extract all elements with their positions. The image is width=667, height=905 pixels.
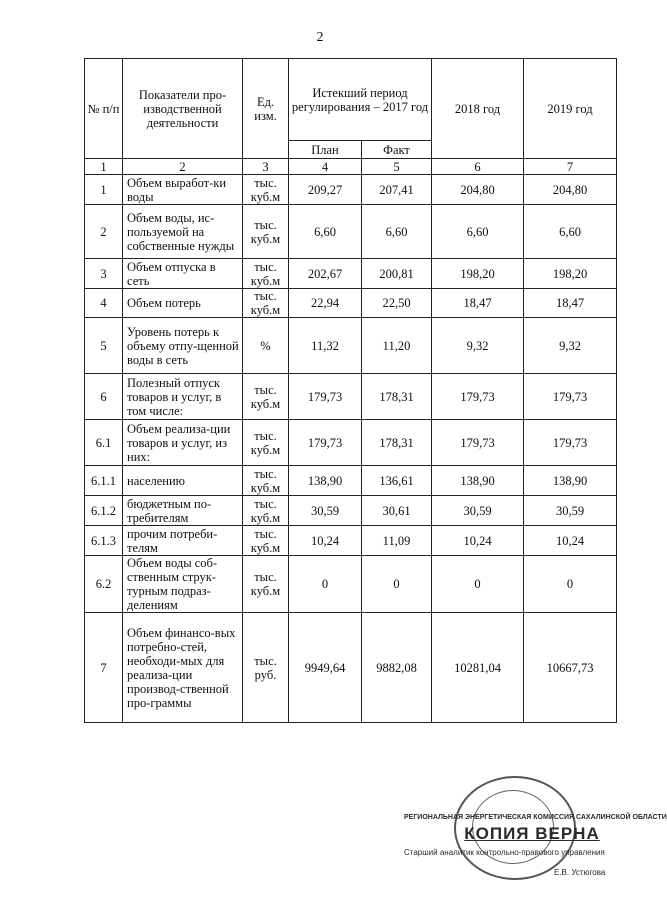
value-2019: 179,73 xyxy=(524,420,617,466)
value-2018: 179,73 xyxy=(432,374,524,420)
row-number: 6.1.1 xyxy=(85,466,123,496)
plan-2017: 179,73 xyxy=(289,420,362,466)
fact-2017: 22,50 xyxy=(362,289,432,318)
value-2018: 198,20 xyxy=(432,259,524,289)
page-number: 2 xyxy=(316,30,324,45)
plan-2017: 6,60 xyxy=(289,205,362,259)
plan-2017: 11,32 xyxy=(289,318,362,374)
unit: тыс. куб.м xyxy=(243,374,289,420)
indicator-name: прочим потреби-телям xyxy=(123,526,243,556)
row-number: 5 xyxy=(85,318,123,374)
indicator-name: Объем воды, ис-пользуемой на собственные нужды xyxy=(123,205,243,259)
value-2019: 18,47 xyxy=(524,289,617,318)
unit: тыс. куб.м xyxy=(243,289,289,318)
table-row xyxy=(85,259,617,289)
row-number: 3 xyxy=(85,259,123,289)
production-indicators-table xyxy=(84,58,617,723)
table-row xyxy=(85,466,617,496)
unit: тыс. куб.м xyxy=(243,466,289,496)
unit: тыс. куб.м xyxy=(243,556,289,613)
indicator-name: населению xyxy=(123,466,243,496)
unit: тыс. куб.м xyxy=(243,205,289,259)
plan-2017: 30,59 xyxy=(289,496,362,526)
indicator-name: Объем реализа-ции товаров и услуг, из них: xyxy=(123,420,243,466)
copy-certified-stamp xyxy=(404,776,667,882)
row-number: 6 xyxy=(85,374,123,420)
plan-2017: 202,67 xyxy=(289,259,362,289)
fact-2017: 178,31 xyxy=(362,374,432,420)
col-number: 7 xyxy=(524,159,617,175)
value-2019: 10,24 xyxy=(524,526,617,556)
header-period: Истекший период регулирования – 2017 год xyxy=(289,59,432,141)
table-row xyxy=(85,420,617,466)
table-row xyxy=(85,556,617,613)
value-2018: 204,80 xyxy=(432,175,524,205)
unit: тыс. руб. xyxy=(243,613,289,723)
column-numbers-row xyxy=(85,159,617,175)
unit: тыс. куб.м xyxy=(243,175,289,205)
fact-2017: 6,60 xyxy=(362,205,432,259)
value-2018: 138,90 xyxy=(432,466,524,496)
plan-2017: 209,27 xyxy=(289,175,362,205)
value-2018: 6,60 xyxy=(432,205,524,259)
indicator-name: Объем потерь xyxy=(123,289,243,318)
value-2019: 138,90 xyxy=(524,466,617,496)
fact-2017: 200,81 xyxy=(362,259,432,289)
fact-2017: 207,41 xyxy=(362,175,432,205)
stamp-title: КОПИЯ ВЕРНА xyxy=(464,824,600,843)
table-row xyxy=(85,289,617,318)
row-number: 2 xyxy=(85,205,123,259)
value-2019: 198,20 xyxy=(524,259,617,289)
plan-2017: 0 xyxy=(289,556,362,613)
header-2019: 2019 год xyxy=(524,59,617,159)
plan-2017: 179,73 xyxy=(289,374,362,420)
table-row xyxy=(85,205,617,259)
value-2019: 6,60 xyxy=(524,205,617,259)
indicator-name: Объем финансо-вых потребно-стей, необходи-мых для реализа-ции производ-ственной про-граммы xyxy=(123,613,243,723)
plan-2017: 138,90 xyxy=(289,466,362,496)
stamp-org: РЕГИОНАЛЬНАЯ ЭНЕРГЕТИЧЕСКАЯ КОМИССИЯ САХАЛИНСКОЙ ОБЛАСТИ xyxy=(404,814,667,821)
unit: тыс. куб.м xyxy=(243,259,289,289)
value-2019: 30,59 xyxy=(524,496,617,526)
stamp-signer: Е.В. Устюгова xyxy=(554,868,606,877)
unit: тыс. куб.м xyxy=(243,420,289,466)
plan-2017: 10,24 xyxy=(289,526,362,556)
value-2019: 179,73 xyxy=(524,374,617,420)
header-num: № п/п xyxy=(85,59,123,159)
row-number: 6.1.2 xyxy=(85,496,123,526)
value-2018: 30,59 xyxy=(432,496,524,526)
indicator-name: бюджетным по-требителям xyxy=(123,496,243,526)
value-2018: 179,73 xyxy=(432,420,524,466)
fact-2017: 9882,08 xyxy=(362,613,432,723)
fact-2017: 0 xyxy=(362,556,432,613)
fact-2017: 11,09 xyxy=(362,526,432,556)
row-number: 6.2 xyxy=(85,556,123,613)
unit: тыс. куб.м xyxy=(243,496,289,526)
row-number: 1 xyxy=(85,175,123,205)
value-2018: 10,24 xyxy=(432,526,524,556)
plan-2017: 9949,64 xyxy=(289,613,362,723)
fact-2017: 178,31 xyxy=(362,420,432,466)
value-2018: 18,47 xyxy=(432,289,524,318)
row-number: 4 xyxy=(85,289,123,318)
value-2018: 9,32 xyxy=(432,318,524,374)
value-2019: 10667,73 xyxy=(524,613,617,723)
col-number: 5 xyxy=(362,159,432,175)
col-number: 4 xyxy=(289,159,362,175)
indicator-name: Объем выработ-ки воды xyxy=(123,175,243,205)
row-number: 6.1 xyxy=(85,420,123,466)
table-row xyxy=(85,318,617,374)
header-2018: 2018 год xyxy=(432,59,524,159)
table-row xyxy=(85,496,617,526)
header-plan: План xyxy=(289,141,362,159)
row-number: 7 xyxy=(85,613,123,723)
col-number: 3 xyxy=(243,159,289,175)
value-2019: 9,32 xyxy=(524,318,617,374)
fact-2017: 11,20 xyxy=(362,318,432,374)
table-row xyxy=(85,175,617,205)
value-2018: 10281,04 xyxy=(432,613,524,723)
col-number: 6 xyxy=(432,159,524,175)
value-2019: 204,80 xyxy=(524,175,617,205)
header-indicator: Показатели про-изводственной деятельности xyxy=(123,59,243,159)
col-number: 2 xyxy=(123,159,243,175)
indicator-name: Уровень потерь к объему отпу-щенной воды в сеть xyxy=(123,318,243,374)
table-row xyxy=(85,613,617,723)
header-fact: Факт xyxy=(362,141,432,159)
header-unit: Ед. изм. xyxy=(243,59,289,159)
table-row xyxy=(85,374,617,420)
fact-2017: 30,61 xyxy=(362,496,432,526)
fact-2017: 136,61 xyxy=(362,466,432,496)
indicator-name: Объем отпуска в сеть xyxy=(123,259,243,289)
col-number: 1 xyxy=(85,159,123,175)
row-number: 6.1.3 xyxy=(85,526,123,556)
indicator-name: Объем воды соб-ственным струк-турным подраз-делениям xyxy=(123,556,243,613)
plan-2017: 22,94 xyxy=(289,289,362,318)
table-row xyxy=(85,526,617,556)
unit: % xyxy=(243,318,289,374)
value-2018: 0 xyxy=(432,556,524,613)
unit: тыс. куб.м xyxy=(243,526,289,556)
stamp-position: Старший аналитик контрольно-правового управления xyxy=(404,848,605,857)
indicator-name: Полезный отпуск товаров и услуг, в том числе: xyxy=(123,374,243,420)
value-2019: 0 xyxy=(524,556,617,613)
